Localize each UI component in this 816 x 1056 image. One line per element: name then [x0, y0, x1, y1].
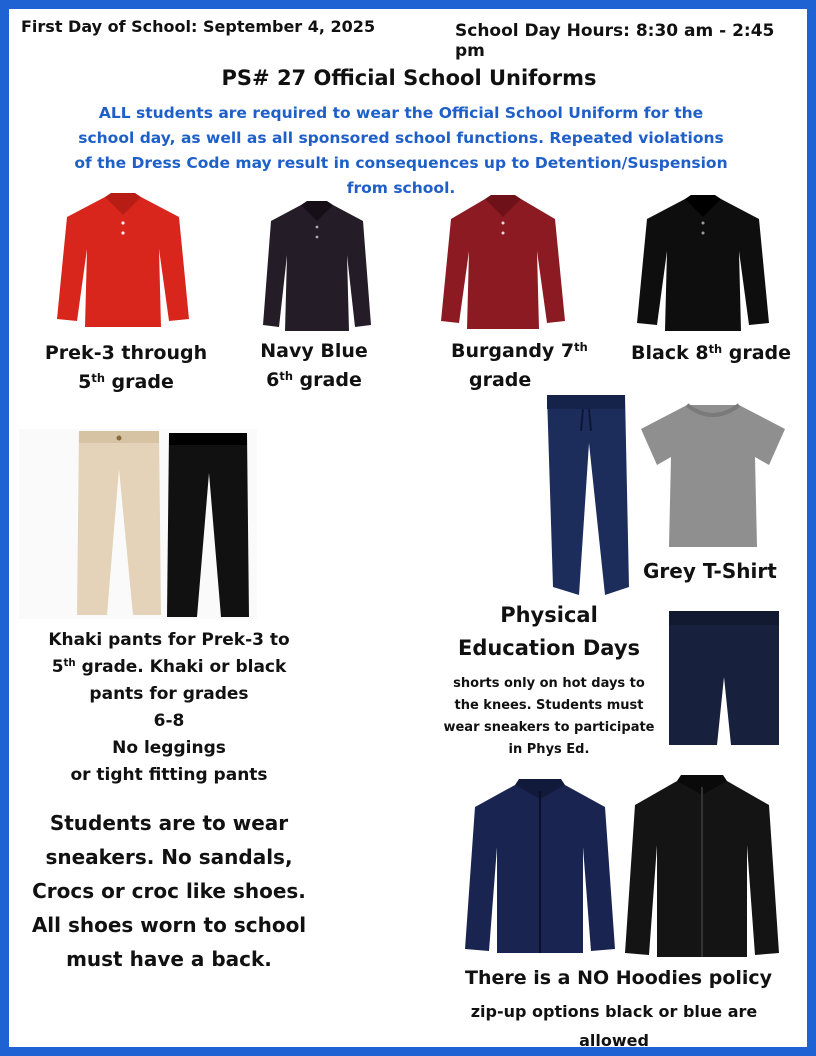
pants-image: [19, 429, 257, 619]
navy-zip-jacket-image: [463, 777, 617, 957]
pants-description: Khaki pants for Prek-3 to 5th grade. Khaki or black pants for grades 6-8 No leggings or tight fitting pants: [48, 630, 290, 785]
no-hoodies-policy: There is a NO Hoodies policy: [465, 967, 773, 989]
shirt-label-6th: Navy Blue 6th grade: [260, 340, 368, 391]
pe-days-title: Physical Education Days: [457, 603, 641, 660]
shirt-label-prek-5: Prek-3 through 5th grade: [44, 342, 208, 393]
burgundy-polo-image: [439, 191, 567, 331]
black-zip-jacket-image: [621, 773, 783, 961]
pants-illustration: [19, 429, 257, 619]
shirt-label-8th: Black 8th grade: [631, 341, 792, 364]
black-polo-image: [633, 191, 773, 333]
zip-up-options: zip-up options black or blue are allowed: [470, 1002, 758, 1050]
pe-days-description: shorts only on hot days to the knees. Students must wear sneakers to participate in Phys Ed.: [443, 676, 655, 757]
navy-shorts-image: [667, 607, 781, 747]
grey-tshirt-label: Grey T-Shirt: [643, 559, 777, 583]
grey-tshirt-image: [637, 401, 789, 551]
first-day-text: First Day of School: September 4, 2025: [21, 17, 376, 36]
shoes-policy: Students are to wear sneakers. No sandals, Crocs or croc like shoes. All shoes worn to school must have a back.: [31, 811, 307, 971]
navy-polo-image: [261, 197, 373, 333]
page-title: PS# 27 Official School Uniforms: [221, 66, 597, 90]
dress-code-notice: ALL students are required to wear the Official School Uniform for the school day, as well as all sponsored school functions. Repeated violations of the Dress Code may result in consequences up to Detention/Suspension from school.: [74, 104, 728, 197]
navy-joggers-image: [539, 391, 633, 599]
school-hours-text: School Day Hours: 8:30 am - 2:45 pm: [455, 21, 775, 61]
red-polo-image: [55, 189, 191, 329]
shirt-label-7th: Burgandy 7th grade: [451, 339, 588, 391]
